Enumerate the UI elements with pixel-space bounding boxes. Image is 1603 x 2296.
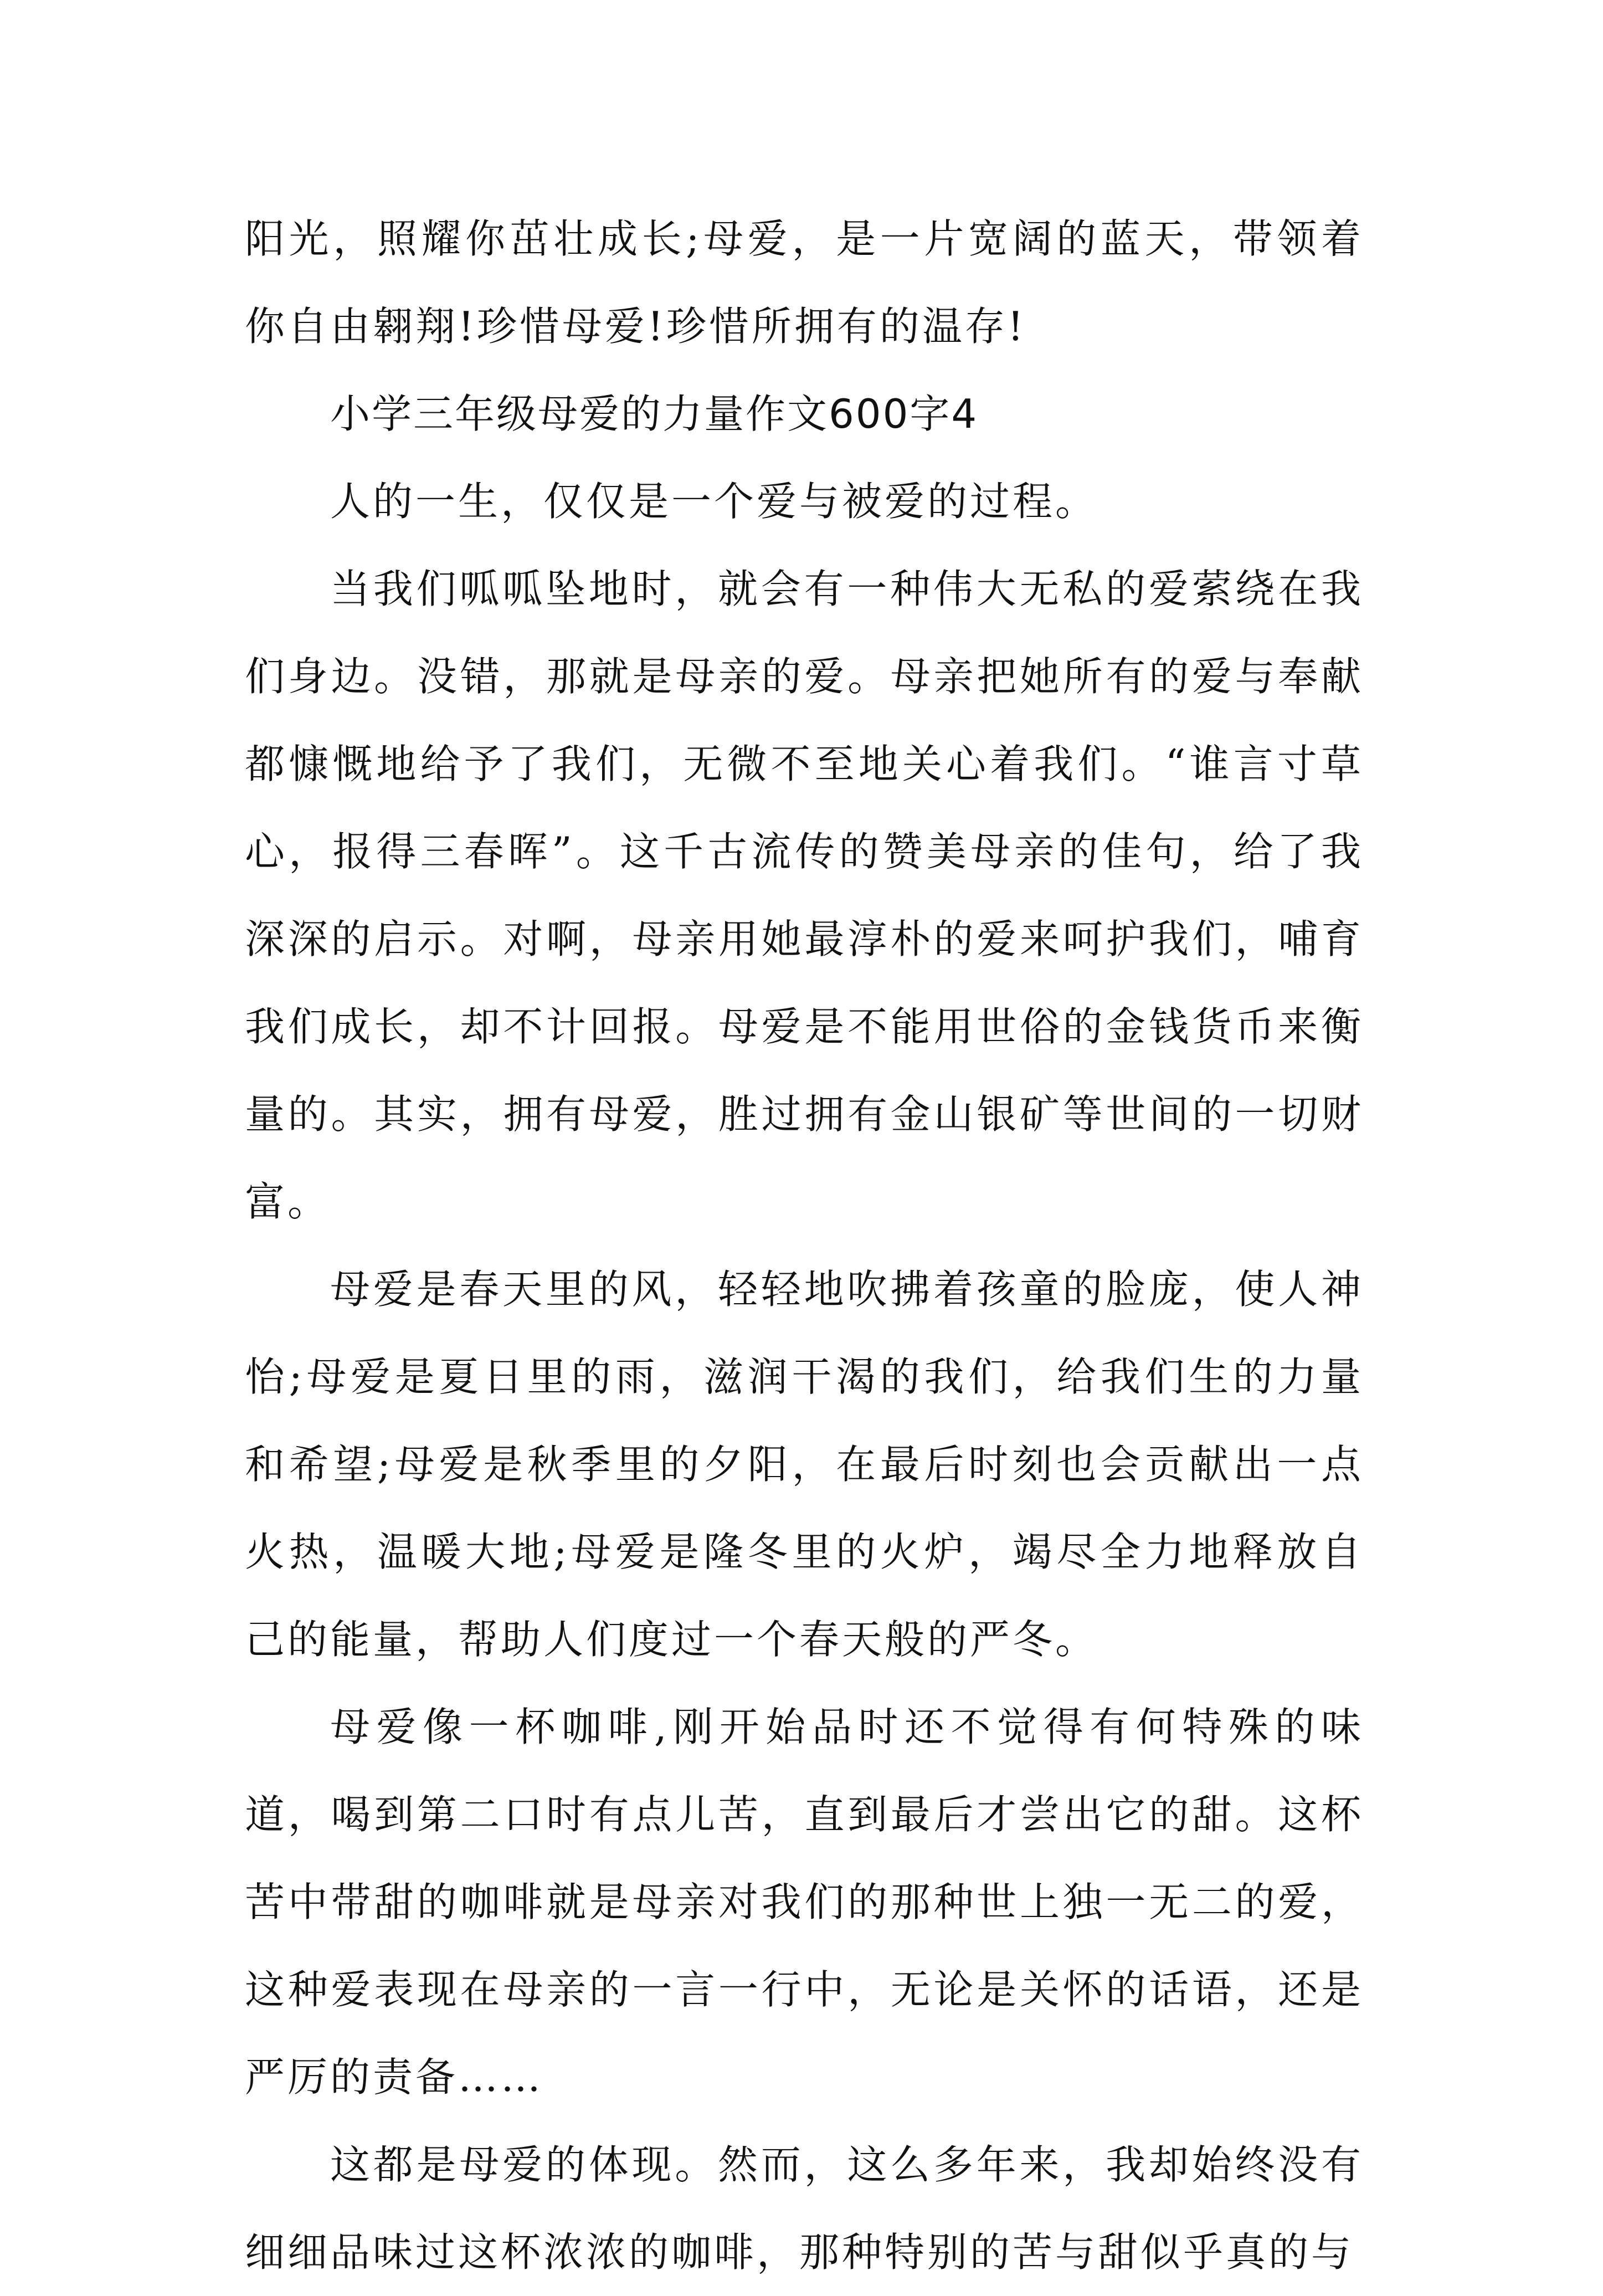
essay-text-column [245, 195, 1364, 2296]
body-paragraph: 母爱是春天里的风，轻轻地吹拂着孩童的脸庞，使人神怡;母爱是夏日里的雨，滋润干渴的我们，给我们生的力量和希望;母爱是秋季里的夕阳，在最后时刻也会贡献出一点火热，温暖大地;母爱是隆冬里的火炉，竭尽全力地释放自己的能量，帮助人们度过一个春天般的严冬。 [245, 1266, 1364, 1663]
body-paragraph: 人的一生，仅仅是一个爱与被爱的过程。 [330, 478, 1098, 525]
body-paragraph: 当我们呱呱坠地时，就会有一种伟大无私的爱萦绕在我们身边。没错，那就是母亲的爱。母亲把她所有的爱与奉献都慷慨地给予了我们，无微不至地关心着我们。“谁言寸草心，报得三春晖”。这千古流传的赞美母亲的佳句，给了我深深的启示。对啊，母亲用她最淳朴的爱来呵护我们，哺育我们成长，却不计回报。母爱是不能用世俗的金钱货币来衡量的。其实，拥有母爱，胜过拥有金山银矿等世间的一切财富。 [245, 566, 1364, 1225]
body-paragraph: 这都是母爱的体现。然而，这么多年来，我却始终没有细细品味过这杯浓浓的咖啡，那种特别的苦与甜似乎真的与 [245, 2141, 1364, 2276]
body-paragraph: 母爱像一杯咖啡,刚开始品时还不觉得有何特殊的味道，喝到第二口时有点儿苦，直到最后才尝出它的甜。这杯苦中带甜的咖啡就是母亲对我们的那种世上独一无二的爱，这种爱表现在母亲的一言一行中，无论是关怀的话语，还是严厉的责备…… [245, 1704, 1364, 2100]
continued-paragraph: 阳光，照耀你茁壮成长;母爱，是一片宽阔的蓝天，带领着你自由翱翔!珍惜母爱!珍惜所拥有的温存! [245, 216, 1364, 350]
essay-heading: 小学三年级母爱的力量作文600字4 [330, 391, 979, 437]
